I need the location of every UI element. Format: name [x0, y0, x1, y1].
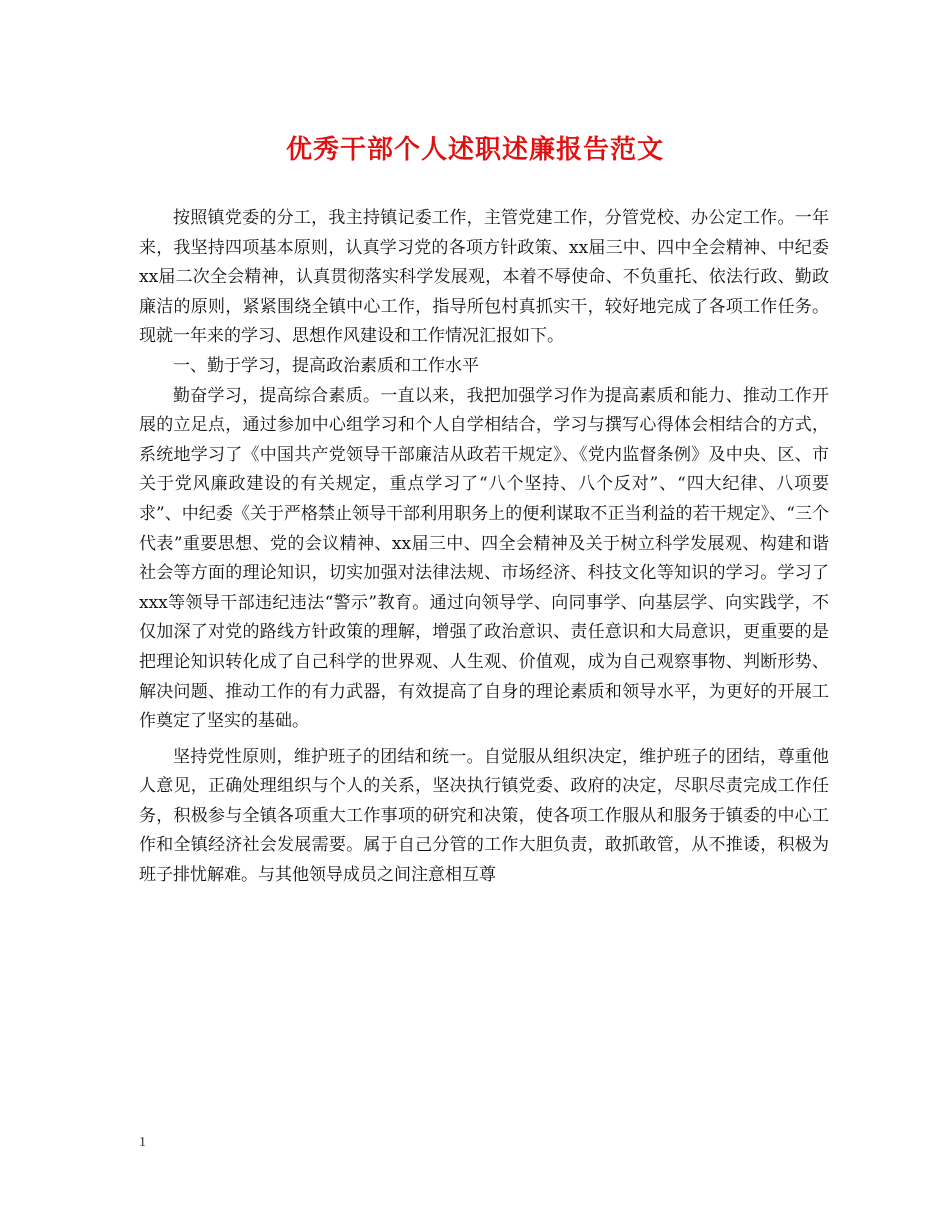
paragraph-intro: 按照镇党委的分工，我主持镇记委工作，主管党建工作，分管党校、办公定工作。一年来，我坚持四项基本原则，认真学习党的各项方针政策、xx届三中、四中全会精神、中纪委xx届二次全会精神，认真贯彻落实科学发展观，本着不辱使命、不负重托、依法行政、勤政廉洁的原则，紧紧围绕全镇中心工作，指导所包村真抓实干，较好地完成了各项工作任务。现就一年来的学习、思想作风建设和工作情况汇报如下。 — [139, 208, 829, 347]
section-heading-1: 一、勤于学习，提高政治素质和工作水平 — [173, 355, 479, 376]
document-body — [139, 204, 829, 891]
paragraph-party-principle: 坚持党性原则，维护班子的团结和统一。自觉服从组织决定，维护班子的团结，尊重他人意见，正确处理组织与个人的关系，坚决执行镇党委、政府的决定，尽职尽责完成工作任务，积极参与全镇各项重大工作事项的研究和决策，使各项工作服从和服务于镇委的中心工作和全镇经济社会发展需要。属于自己分管的工作大胆负责，敢抓敢管，从不推诿，积极为班子排忧解难。与其他领导成员之间注意相互尊 — [139, 746, 829, 886]
page-number: 1 — [139, 1135, 146, 1150]
paragraph-study: 勤奋学习，提高综合素质。一直以来，我把加强学习作为提高素质和能力、推动工作开展的立足点，通过参加中心组学习和个人自学相结合，学习与撰写心得体会相结合的方式，系统地学习了《中国共产党领导干部廉洁从政若干规定》、《党内监督条例》及中央、区、市关于党风廉政建设的有关规定，重点学习了“八个坚持、八个反对”、“四大纪律、八项要求”、中纪委《关于严格禁止领导干部利用职务上的便利谋取不正当利益的若干规定》、“三个代表”重要思想、党的会议精神、xx届三中、四全会精神及关于树立科学发展观、构建和谐社会等方面的理论知识，切实加强对法律法规、市场经济、科技文化等知识的学习。学习了xxx等领导干部违纪违法“警示”教育。通过向领导学、向同事学、向基层学、向实践学，不仅加深了对党的路线方针政策的理解，增强了政治意识、责任意识和大局意识，更重要的是把理论知识转化成了自己科学的世界观、人生观、价值观，成为自己观察事物、判断形势、解决问题、推动工作的有力武器，有效提高了自身的理论素质和领导水平，为更好的开展工作奠定了坚实的基础。 — [139, 385, 829, 732]
document-title: 优秀干部个人述职述廉报告范文 — [285, 135, 664, 165]
